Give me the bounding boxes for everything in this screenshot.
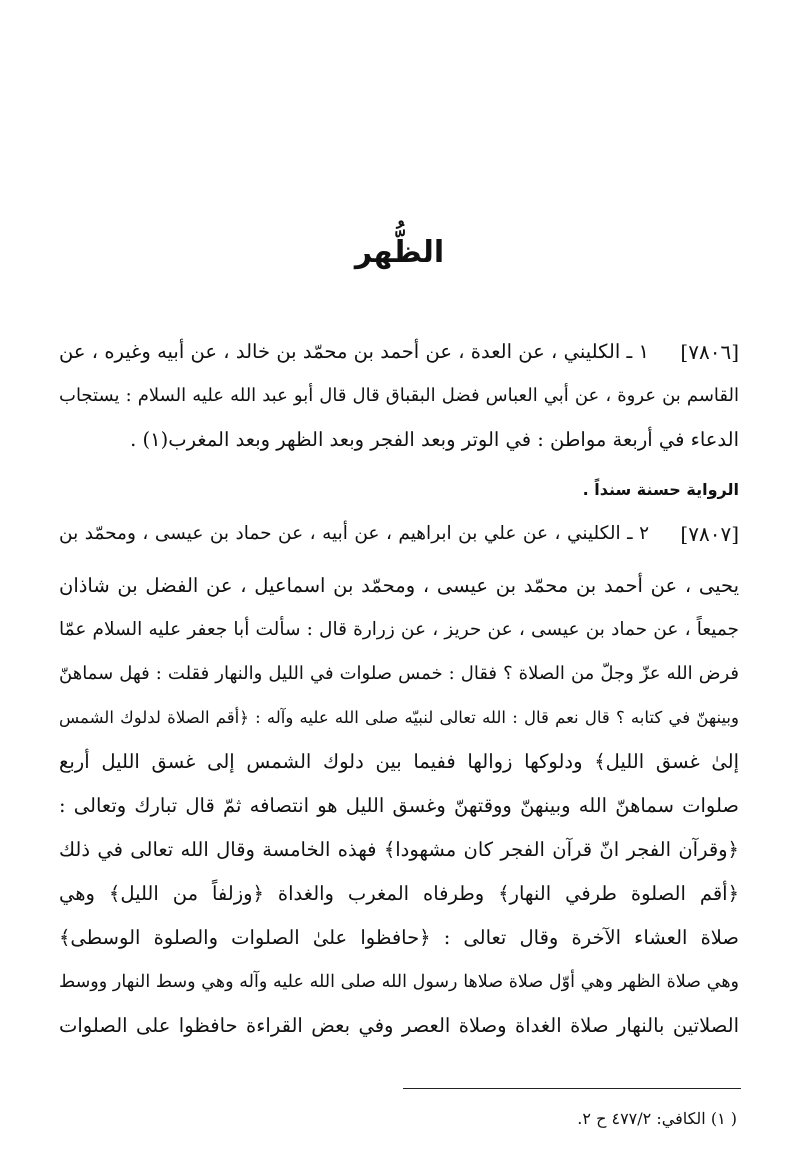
text-line: يحيى ، عن أحمد بن محمّد بن عيسى ، ومحمّد بن اسماعيل ، عن الفضل بن شاذان xyxy=(59,574,739,597)
text-line: الدعاء في أربعة مواطن : في الوتر وبعد الفجر وبعد الظهر وبعد المغرب(١) . xyxy=(130,428,739,451)
text-line: ٢ ـ الكليني ، عن علي بن ابراهيم ، عن أبيه ، عن حماد بن عيسى ، ومحمّد بن xyxy=(59,523,649,544)
text-line: صلوات سماهنّ الله وبينهنّ ووقتهنّ وغسق الليل هو انتصافه ثمّ قال تبارك وتعالى : xyxy=(59,794,739,817)
hadith-number: [٧٨٠٦] xyxy=(680,340,739,364)
text-line: ١ ـ الكليني ، عن العدة ، عن أحمد بن محمّد بن خالد ، عن أبيه وغيره ، عن xyxy=(59,340,649,363)
text-line: الصلاتين بالنهار صلاة الغداة وصلاة العصر وفي بعض القراءة حافظوا على الصلوات xyxy=(59,1014,739,1037)
text-line: جميعاً ، عن حماد بن عيسى ، عن حريز ، عن زرارة قال : سألت أبا جعفر عليه السلام عمّا xyxy=(59,619,739,640)
text-line: ﴿أقم الصلوة طرفي النهار﴾ وطرفاه المغرب والغداة ﴿وزلفاً من الليل﴾ وهي xyxy=(59,882,739,905)
footnote: ( ١) الكافي: ٤٧٧/٢ ح ٢. xyxy=(577,1109,737,1128)
grading-note: الرواية حسنة سنداً . xyxy=(582,480,739,499)
text-line: صلاة العشاء الآخرة وقال تعالى : ﴿حافظوا علىٰ الصلوات والصلوة الوسطى﴾ xyxy=(59,926,739,949)
text-line: ﴿وقرآن الفجر انّ قرآن الفجر كان مشهودا﴾ فهذه الخامسة وقال الله تعالى في ذلك xyxy=(59,838,739,861)
page-title: الظُّهر xyxy=(354,235,445,270)
text-line: وهي صلاة الظهر وهي أوّل صلاة صلاها رسول الله صلى الله عليه وآله وهي وسط النهار ووسط xyxy=(59,972,739,992)
hadith-number: [٧٨٠٧] xyxy=(680,522,739,546)
text-line: فرض الله عزّ وجلّ من الصلاة ؟ فقال : خمس صلوات في الليل والنهار فقلت : فهل سماهنّ xyxy=(59,663,739,684)
text-line: إلىٰ غسق الليل﴾ ودلوكها زوالها ففيما بين دلوك الشمس إلى غسق الليل أربع xyxy=(59,750,739,773)
text-line: القاسم بن عروة ، عن أبي العباس فضل البقباق قال قال أبو عبد الله عليه السلام : يستجاب xyxy=(59,385,739,406)
text-line: وبينهنّ في كتابه ؟ قال نعم قال : الله تعالى لنبيّه صلى الله عليه وآله : ﴿أقم الصلاة لدلوك الشمس xyxy=(59,708,739,727)
footnote-divider xyxy=(403,1088,741,1089)
